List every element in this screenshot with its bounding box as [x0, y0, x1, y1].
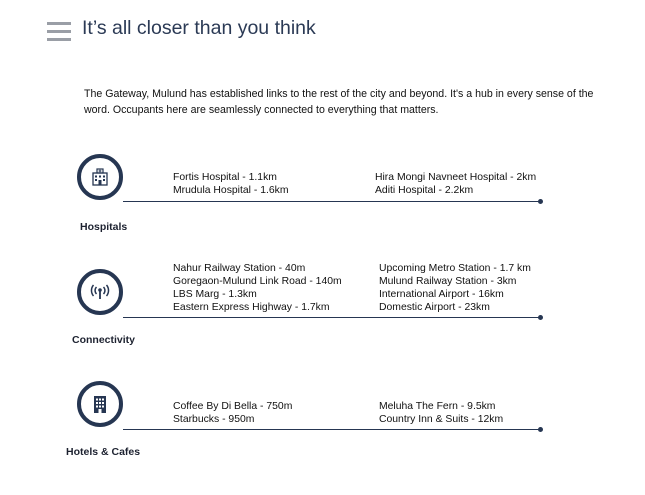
list-item: Mrudula Hospital - 1.6km	[173, 185, 289, 196]
list-item: Goregaon-Mulund Link Road - 140m	[173, 276, 342, 287]
list-item: Domestic Airport - 23km	[379, 302, 490, 313]
list-item: Nahur Railway Station - 40m	[173, 263, 306, 274]
list-item: Starbucks - 950m	[173, 414, 255, 425]
hotels-left-list	[173, 400, 292, 426]
list-item: Eastern Express Highway - 1.7km	[173, 302, 330, 313]
signal-icon	[77, 269, 123, 315]
list-item: LBS Marg - 1.3km	[173, 289, 257, 300]
divider-line	[123, 317, 539, 318]
connectivity-left-list	[173, 262, 342, 314]
list-item: Hira Mongi Navneet Hospital - 2km	[375, 172, 537, 183]
divider-line	[123, 201, 539, 202]
list-item: International Airport - 16km	[379, 289, 504, 300]
hotels-right-list	[379, 400, 503, 426]
intro-paragraph: The Gateway, Mulund has established links to the rest of the city and beyond. It's a hub in every sense of the word. Occupants here are seamlessly connected to everything that matters.	[84, 88, 594, 116]
list-item: Country Inn & Suits - 12km	[379, 414, 504, 425]
list-item: Upcoming Metro Station - 1.7 km	[379, 263, 531, 274]
section-label-hospitals: Hospitals	[80, 221, 128, 233]
list-item: Coffee By Di Bella - 750m	[173, 401, 293, 412]
hospitals-left-list	[173, 171, 289, 197]
connectivity-right-list	[379, 262, 531, 314]
hospitals-right-list	[375, 171, 536, 197]
hospital-icon	[77, 154, 123, 200]
list-item: Mulund Railway Station - 3km	[379, 276, 517, 287]
list-item: Fortis Hospital - 1.1km	[173, 172, 277, 183]
list-item: Aditi Hospital - 2.2km	[375, 185, 474, 196]
line-end-dot	[538, 427, 543, 432]
line-end-dot	[538, 315, 543, 320]
divider-line	[123, 429, 539, 430]
menu-icon[interactable]	[47, 22, 71, 42]
page-title: It’s all closer than you think	[82, 17, 316, 39]
section-label-connectivity: Connectivity	[72, 334, 136, 346]
list-item: Meluha The Fern - 9.5km	[379, 401, 496, 412]
building-icon	[77, 381, 123, 427]
section-label-hotels-cafes: Hotels & Cafes	[66, 446, 141, 458]
line-end-dot	[538, 199, 543, 204]
